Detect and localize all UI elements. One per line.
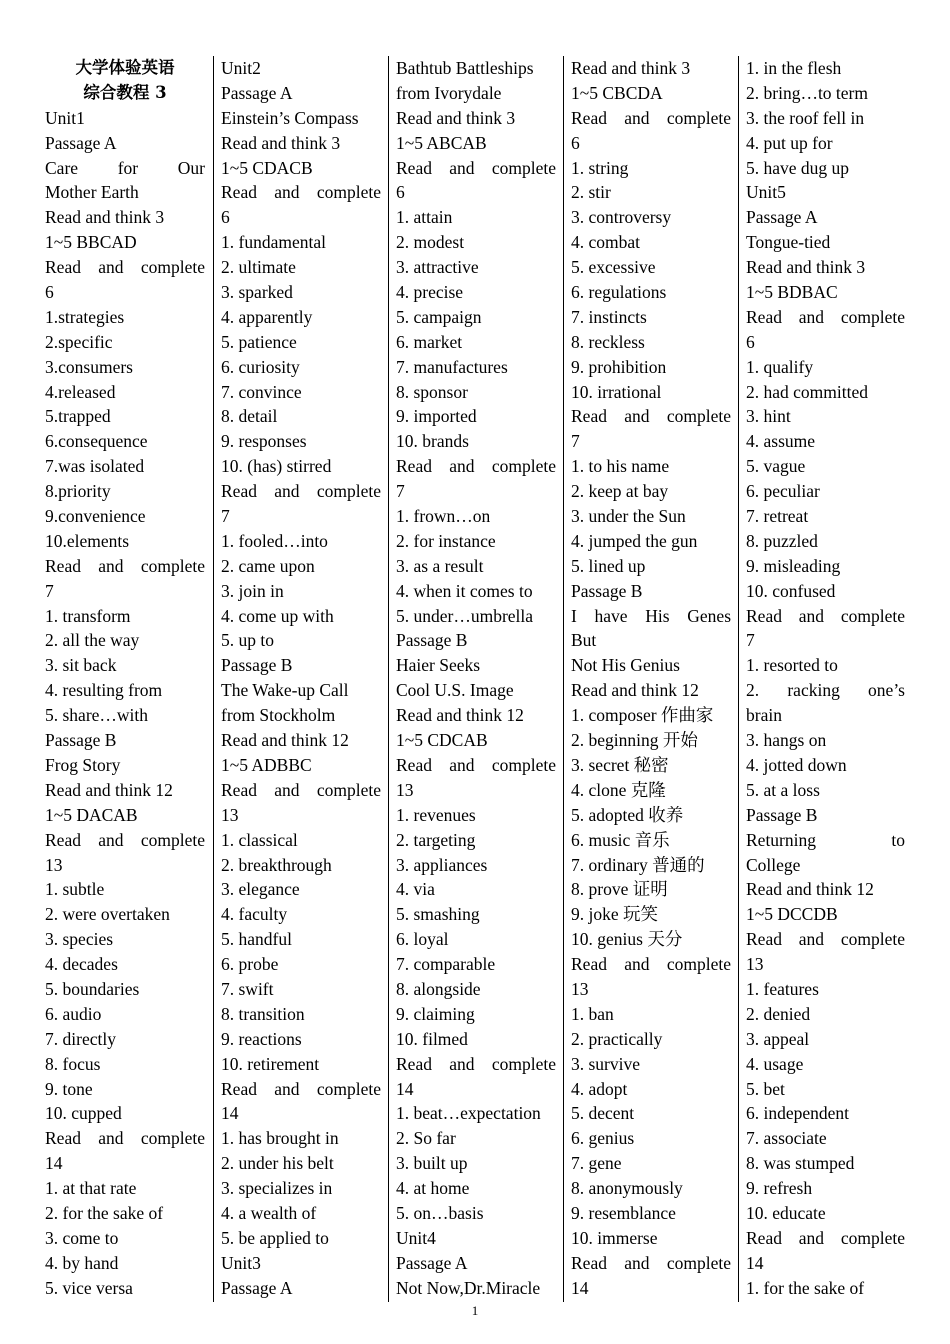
answer-line: 7. swift <box>221 978 274 999</box>
answer-line: 7.was isolated <box>45 456 145 477</box>
answer-line: 8. puzzled <box>746 530 818 551</box>
answer-line: 5. share…with <box>45 705 149 726</box>
answer-line: 6. audio <box>45 1003 102 1024</box>
answer-line: 3. appliances <box>396 854 488 875</box>
answer-line: Read and complete <box>746 929 905 950</box>
answer-line: 6. independent <box>746 1103 850 1124</box>
column-2 <box>213 56 388 1302</box>
answer-line: 1.strategies <box>45 306 125 327</box>
answer-line: 14 <box>221 1103 239 1124</box>
answer-line: 10. genius 天分 <box>571 929 683 950</box>
answer-line: 4. come up with <box>221 605 334 626</box>
answer-line: Tongue-tied <box>746 232 831 253</box>
column-1 <box>38 56 212 1302</box>
answer-line: 4. put up for <box>746 132 833 153</box>
answer-line: 1. transform <box>45 605 131 626</box>
answer-line: 1. subtle <box>45 879 105 900</box>
answer-line: 3. built up <box>396 1153 468 1174</box>
answer-line: Read and think 12 <box>571 680 699 701</box>
answer-line: 5. decent <box>571 1103 635 1124</box>
answer-line: Passage A <box>45 132 117 153</box>
answer-line: 7. associate <box>746 1128 827 1149</box>
answer-line: 6. curiosity <box>221 356 300 377</box>
answer-line: 5.trapped <box>45 406 111 427</box>
answer-line: Read and complete <box>571 107 731 128</box>
answer-line: 7. comparable <box>396 954 496 975</box>
answer-line: But <box>571 630 597 651</box>
answer-line: 2. bring…to term <box>746 82 868 103</box>
answer-line: 9. refresh <box>746 1178 813 1199</box>
answer-line: 5. vice versa <box>45 1277 133 1298</box>
answer-line: 7. gene <box>571 1153 622 1174</box>
answer-line: Read and think 12 <box>396 705 524 726</box>
answer-line: Read and think 12 <box>746 879 874 900</box>
answer-line: 8. transition <box>221 1003 305 1024</box>
answer-line: Unit4 <box>396 1227 436 1248</box>
answer-line: Read and complete <box>746 1227 905 1248</box>
answer-line: 3. controversy <box>571 207 672 228</box>
answer-line: 1~5 DACAB <box>45 804 138 825</box>
answer-line: 4. faculty <box>221 904 288 925</box>
answer-line: 9. reactions <box>221 1028 302 1049</box>
answer-line: 5. handful <box>221 929 292 950</box>
answer-line: Read and think 3 <box>45 207 165 228</box>
answer-line: Passage B <box>746 804 818 825</box>
answer-line: Einstein’s Compass <box>221 107 359 128</box>
answer-line: 5. smashing <box>396 904 480 925</box>
answer-line: Read and think 12 <box>45 779 173 800</box>
answer-line: Read and complete <box>396 754 556 775</box>
answer-line: 10. (has) stirred <box>221 456 332 477</box>
answer-line: Read and complete <box>571 406 731 427</box>
answer-line: Cool U.S. Image <box>396 680 514 701</box>
answer-line: 5. excessive <box>571 257 656 278</box>
answer-line: Passage B <box>571 580 643 601</box>
answer-line: 6. probe <box>221 954 279 975</box>
answer-line: 5. up to <box>221 630 274 651</box>
answer-line: 9. misleading <box>746 555 841 576</box>
answer-line: 3. specializes in <box>221 1178 333 1199</box>
answer-line: 4. usage <box>746 1053 804 1074</box>
answer-line: 2. modest <box>396 232 465 253</box>
answer-line: 6 <box>45 282 54 303</box>
answer-line: Unit2 <box>221 58 261 78</box>
answer-line: 2. targeting <box>396 829 476 850</box>
answer-line: 1~5 BBCAD <box>45 232 137 253</box>
answer-line: 2. stir <box>571 182 611 203</box>
answer-line: 1~5 ABCAB <box>396 132 487 153</box>
answer-line: 7. manufactures <box>396 356 508 377</box>
answer-line: Passage A <box>221 82 293 103</box>
answer-line: 3. sparked <box>221 282 293 303</box>
answer-line: 4. a wealth of <box>221 1202 317 1223</box>
answer-line: 6. peculiar <box>746 481 820 502</box>
answer-line: 1. qualify <box>746 356 814 377</box>
answer-line: Read and think 3 <box>746 257 866 278</box>
answer-line: 10.elements <box>45 530 130 551</box>
answer-line: Passage A <box>746 207 818 228</box>
answer-line: Read and complete <box>396 157 556 178</box>
answer-line: 9. claiming <box>396 1003 475 1024</box>
answer-line: Read and complete <box>571 954 731 975</box>
answer-line: 9. imported <box>396 406 477 427</box>
answer-line: 1. to his name <box>571 456 670 477</box>
answer-line: 1. at that rate <box>45 1178 137 1199</box>
answer-line: 8.priority <box>45 481 111 502</box>
answer-line: 7 <box>571 431 580 452</box>
answer-line: 14 <box>396 1078 414 1099</box>
answer-line: Unit3 <box>221 1252 261 1273</box>
answer-line: 3. appeal <box>746 1028 810 1049</box>
answer-line: 4.released <box>45 381 116 402</box>
answer-line: 14 <box>571 1277 589 1298</box>
answer-line: Read and complete <box>221 481 381 502</box>
answer-line: 13 <box>221 804 239 825</box>
answer-line: 1. ban <box>571 1003 614 1024</box>
answer-line: 1. string <box>571 157 629 178</box>
column-4 <box>563 56 738 1302</box>
answer-line: 10. filmed <box>396 1028 468 1049</box>
answer-line: Mother Earth <box>45 182 139 203</box>
answer-line: 6 <box>571 132 580 153</box>
answer-line: 3. elegance <box>221 879 300 900</box>
answer-line: 6 <box>396 182 405 203</box>
answer-line: 4. decades <box>45 954 118 975</box>
answer-line: Read and complete <box>396 1053 556 1074</box>
answer-line: 3. under the Sun <box>571 506 686 527</box>
answer-line: 10. confused <box>746 580 836 601</box>
answer-line: 5. boundaries <box>45 978 140 999</box>
answer-line: 13 <box>571 978 589 999</box>
answer-line: 5. lined up <box>571 555 646 576</box>
answer-line: 13 <box>746 954 764 975</box>
answer-line: 6. music 音乐 <box>571 829 670 850</box>
answer-line: 6 <box>746 331 755 352</box>
answer-line: Care for Our <box>45 157 205 178</box>
answer-line: 4. at home <box>396 1178 470 1199</box>
answer-line: 6. market <box>396 331 463 352</box>
answer-line: 2. keep at bay <box>571 481 669 502</box>
answer-line: I have His Genes <box>571 605 731 626</box>
answer-line: 14 <box>45 1153 63 1174</box>
answer-line: 4. assume <box>746 431 816 452</box>
answer-line: Read and complete <box>746 306 905 327</box>
answer-line: 1~5 CBCDA <box>571 82 663 103</box>
answer-line: 1. for the sake of <box>746 1277 865 1298</box>
answer-line: 5. have dug up <box>746 157 850 178</box>
answer-line: Passage B <box>45 730 117 751</box>
answer-line: 1~5 CDCAB <box>396 730 488 751</box>
answer-key-page <box>38 56 912 1302</box>
answer-line: from Stockholm <box>221 705 336 726</box>
answer-line: 3. come to <box>45 1227 119 1248</box>
answer-line: 5. be applied to <box>221 1227 329 1248</box>
answer-line: 5. under…umbrella <box>396 605 534 626</box>
answer-line: 1. in the flesh <box>746 58 842 78</box>
answer-line: 7 <box>221 506 230 527</box>
answer-line: 3. attractive <box>396 257 479 278</box>
answer-line: 4. clone 克隆 <box>571 779 666 800</box>
answer-line: 4. by hand <box>45 1252 119 1273</box>
answer-line: 10. irrational <box>571 381 662 402</box>
answer-line: 7 <box>396 481 405 502</box>
answer-line: Read and think 3 <box>396 107 516 128</box>
answer-line: 3. survive <box>571 1053 641 1074</box>
answer-line: 2. breakthrough <box>221 854 332 875</box>
answer-line: Unit1 <box>45 107 85 128</box>
answer-line: 10. immerse <box>571 1227 658 1248</box>
answer-line: 3. hint <box>746 406 791 427</box>
answer-line: Read and think 3 <box>221 132 341 153</box>
answer-line: 10. educate <box>746 1202 826 1223</box>
answer-line: 10. cupped <box>45 1103 122 1124</box>
column-5 <box>738 56 912 1302</box>
answer-line: 3. species <box>45 929 114 950</box>
answer-line: 2. had committed <box>746 381 868 402</box>
answer-line: 1. attain <box>396 207 453 228</box>
answer-line: from Ivorydale <box>396 82 502 103</box>
answer-line: 5. adopted 收养 <box>571 804 684 825</box>
answer-line: 5. campaign <box>396 306 482 327</box>
answer-line: Not Now,Dr.Miracle <box>396 1277 541 1298</box>
answer-line: 2. beginning 开始 <box>571 730 698 751</box>
answer-line: 7. ordinary 普通的 <box>571 854 705 875</box>
answer-line: 1~5 BDBAC <box>746 282 838 303</box>
answer-line: 1. revenues <box>396 804 476 825</box>
answer-line: 4. via <box>396 879 435 900</box>
answer-line: 1. composer 作曲家 <box>571 705 714 726</box>
answer-line: 7 <box>746 630 755 651</box>
answer-line: 1~5 ADBBC <box>221 754 312 775</box>
answer-line: 8. alongside <box>396 978 481 999</box>
answer-line: 1. features <box>746 978 819 999</box>
answer-line: 1. fundamental <box>221 232 326 253</box>
answer-line: Read and think 12 <box>221 730 349 751</box>
column-3 <box>388 56 563 1302</box>
answer-line: 9. prohibition <box>571 356 667 377</box>
answer-line: 4. precise <box>396 282 464 303</box>
answer-line: 3. as a result <box>396 555 484 576</box>
answer-line: 2. denied <box>746 1003 811 1024</box>
answer-line: Read and complete <box>45 257 205 278</box>
answer-line: 8. reckless <box>571 331 645 352</box>
answer-line: 8. focus <box>45 1053 101 1074</box>
answer-line: brain <box>746 705 782 726</box>
answer-line: 4. when it comes to <box>396 580 533 601</box>
answer-line: 3. sit back <box>45 655 117 676</box>
answer-line: College <box>746 854 801 875</box>
answer-line: 4. combat <box>571 232 641 253</box>
answer-line: Read and complete <box>45 1128 205 1149</box>
answer-line: 2. ultimate <box>221 257 296 278</box>
answer-line: Returning to <box>746 829 905 850</box>
answer-line: 7. directly <box>45 1028 116 1049</box>
answer-line: 2. practically <box>571 1028 663 1049</box>
answer-line: 13 <box>45 854 63 875</box>
answer-line: 8. sponsor <box>396 381 468 402</box>
answer-line: Read and complete <box>45 829 205 850</box>
answer-line: Read and complete <box>396 456 556 477</box>
answer-line: 1. beat…expectation <box>396 1103 541 1124</box>
answer-line: Bathtub Battleships <box>396 58 534 78</box>
answer-line: Passage B <box>221 655 293 676</box>
answer-line: 7. retreat <box>746 506 809 527</box>
answer-line: Read and think 3 <box>571 58 691 78</box>
answer-line: 5. patience <box>221 331 297 352</box>
answer-line: 7 <box>45 580 54 601</box>
answer-line: Passage B <box>396 630 468 651</box>
answer-line: Passage A <box>396 1252 468 1273</box>
answer-line: 9. responses <box>221 431 307 452</box>
answer-line: 5. bet <box>746 1078 785 1099</box>
answer-line: Read and complete <box>221 1078 381 1099</box>
answer-line: Haier Seeks <box>396 655 481 676</box>
document-title-line: 大学体验英语 <box>75 58 175 77</box>
answer-line: Read and complete <box>221 182 381 203</box>
answer-line: 2.specific <box>45 331 113 352</box>
answer-line: 2. So far <box>396 1128 456 1149</box>
answer-line: 2. came upon <box>221 555 315 576</box>
answer-line: 13 <box>396 779 414 800</box>
answer-line: 2. for the sake of <box>45 1202 164 1223</box>
answer-line: 5. vague <box>746 456 806 477</box>
answer-line: 2. for instance <box>396 530 496 551</box>
answer-line: The Wake-up Call <box>221 680 349 701</box>
answer-line: Unit5 <box>746 182 786 203</box>
answer-line: 6. regulations <box>571 282 667 303</box>
answer-line: 4. adopt <box>571 1078 628 1099</box>
answer-line: 6 <box>221 207 230 228</box>
answer-line: 4. resulting from <box>45 680 163 701</box>
answer-line: Read and complete <box>45 555 205 576</box>
answer-line: 6. loyal <box>396 929 449 950</box>
answer-line: 9. joke 玩笑 <box>571 904 659 925</box>
page-number: 1 <box>471 1303 479 1318</box>
answer-line: 7. convince <box>221 381 302 402</box>
answer-line: Read and complete <box>221 779 381 800</box>
answer-line: 1. has brought in <box>221 1128 339 1149</box>
answer-line: 10. brands <box>396 431 469 452</box>
answer-line: 8. prove 证明 <box>571 879 668 900</box>
answer-line: 6. genius <box>571 1128 635 1149</box>
answer-line: 9. resemblance <box>571 1202 676 1223</box>
answer-line: 9.convenience <box>45 506 146 527</box>
answer-line: 2. were overtaken <box>45 904 170 925</box>
answer-line: 8. was stumped <box>746 1153 855 1174</box>
answer-line: 9. tone <box>45 1078 93 1099</box>
answer-line: 2. under his belt <box>221 1153 334 1174</box>
answer-line: 4. jotted down <box>746 754 847 775</box>
answer-line: 1. classical <box>221 829 298 850</box>
answer-line: 5. at a loss <box>746 779 820 800</box>
answer-line: 1~5 CDACB <box>221 157 313 178</box>
answer-line: 4. apparently <box>221 306 313 327</box>
answer-line: 1. fooled…into <box>221 530 328 551</box>
answer-line: 6.consequence <box>45 431 148 452</box>
answer-line: 8. detail <box>221 406 278 427</box>
answer-line: 10. retirement <box>221 1053 320 1074</box>
answer-line: Passage A <box>221 1277 293 1298</box>
answer-line: 8. anonymously <box>571 1178 683 1199</box>
answer-line: Not His Genius <box>571 655 680 676</box>
answer-line: Frog Story <box>45 754 121 775</box>
answer-line: 1. resorted to <box>746 655 838 676</box>
answer-line: 2. all the way <box>45 630 140 651</box>
answer-line: 3. secret 秘密 <box>571 754 669 775</box>
answer-line: 3. the roof fell in <box>746 107 865 128</box>
answer-line: 1~5 DCCDB <box>746 904 838 925</box>
answer-line: 4. jumped the gun <box>571 530 698 551</box>
answer-line: 1. frown…on <box>396 506 491 527</box>
answer-line: 14 <box>746 1252 764 1273</box>
answer-line: 3. join in <box>221 580 284 601</box>
answer-line: 3. hangs on <box>746 730 827 751</box>
answer-line: Read and complete <box>571 1252 731 1273</box>
answer-line: Read and complete <box>746 605 905 626</box>
answer-line: 5. on…basis <box>396 1202 484 1223</box>
document-title-line: 综合教程 3 <box>83 82 167 102</box>
answer-line: 2. racking one’s <box>746 680 905 701</box>
answer-line: 3.consumers <box>45 356 133 377</box>
answer-line: 7. instincts <box>571 306 647 327</box>
